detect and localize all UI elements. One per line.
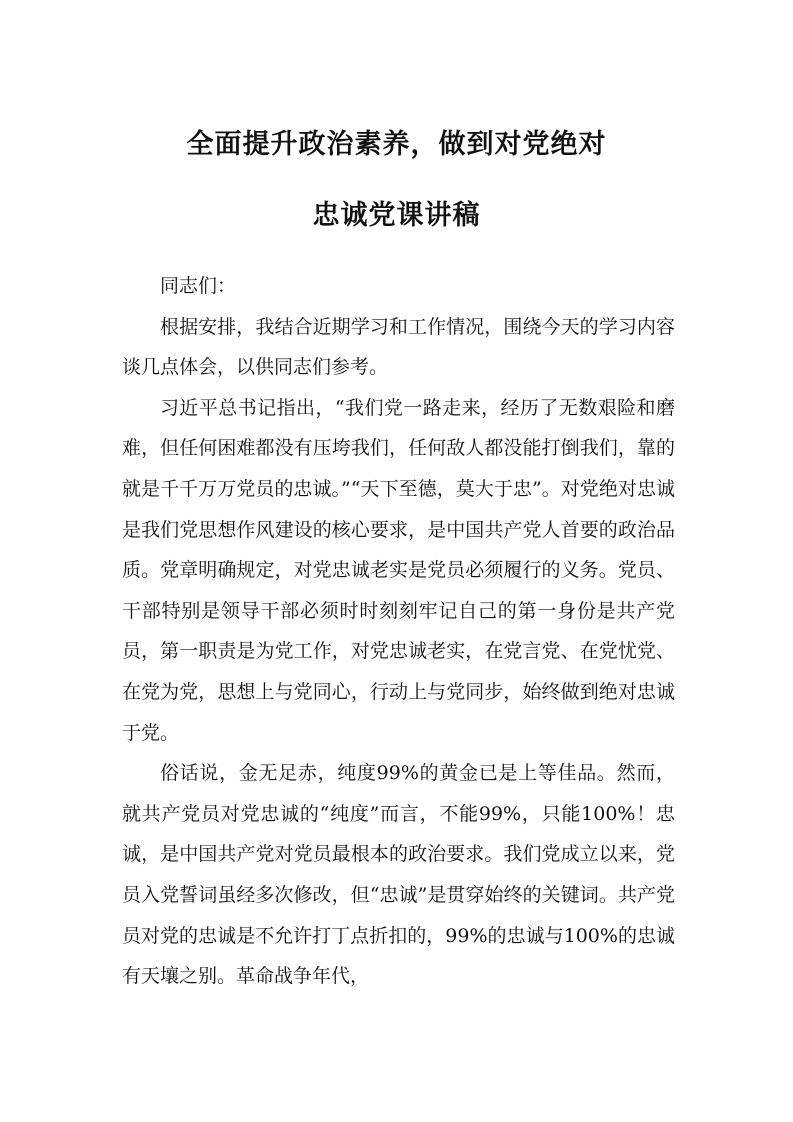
body-paragraph: 根据安排，我结合近期学习和工作情况，围绕今天的学习内容谈几点体会，以供同志们参考。 [122, 315, 675, 379]
body-paragraph: 俗话说，金无足赤，纯度99%的黄金已是上等佳品。然而，就共产党员对党忠诚的“纯度”而言，不能99%，只能100%！忠诚，是中国共产党对党员最根本的政治要求。我们党成立以来，党员入党誓词虽经多次修改，但“忠诚”是贯穿始终的关键词。共产党员对党的忠诚是不允许打丁点折扣的，99%的忠诚与100%的忠诚有天壤之别。革命战争年代， [122, 762, 675, 988]
document-body [122, 266, 675, 997]
document-title-line-2: 忠诚党课讲稿 [312, 200, 481, 231]
salutation-paragraph: 同志们： [160, 275, 237, 297]
document-title-line-1: 全面提升政治素养，做到对党绝对 [186, 129, 607, 160]
body-paragraph: 习近平总书记指出，“我们党一路走来，经历了无数艰险和磨难，但任何困难都没有压垮我们，任何敌人都没能打倒我们，靠的就是千千万万党员的忠诚。”“天下至德，莫大于忠”。对党绝对忠诚是我们党思想作风建设的核心要求，是中国共产党人首要的政治品质。党章明确规定，对党忠诚老实是党员必须履行的义务。党员、干部特别是领导干部必须时时刻刻牢记自己的第一身份是共产党员，第一职责是为党工作，对党忠诚老实，在党言党、在党忧党、在党为党，思想上与党同心，行动上与党同步，始终做到绝对忠诚于党。 [122, 396, 675, 744]
